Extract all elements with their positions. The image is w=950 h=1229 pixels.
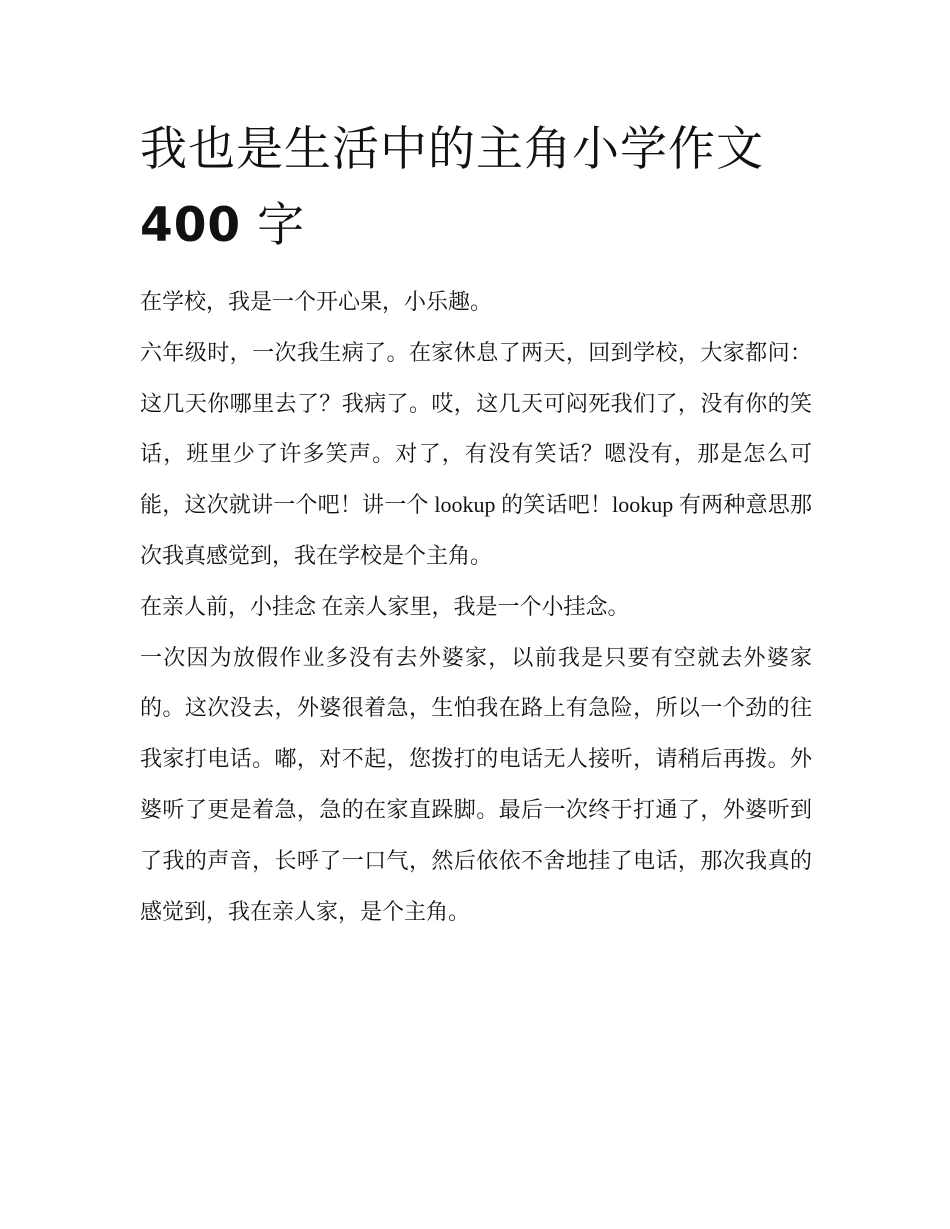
title-main-text: 我也是生活中的主角小学作文 — [140, 122, 764, 177]
paragraph: 一次因为放假作业多没有去外婆家，以前我是只要有空就去外婆家的。这次没去，外婆很着急，生怕我在路上有急险，所以一个劲的往我家打电话。嘟，对不起，您拨打的电话无人接听，请稍后再拨。外婆听了更是着急，急的在家直跺脚。最后一次终于打通了，外婆听到了我的声音，长呼了一口气，然后依依不舍地挂了电话，那次我真的感觉到，我在亲人家，是个主角。 — [140, 644, 812, 924]
document-body — [140, 277, 812, 937]
paragraph: 在亲人前，小挂念 在亲人家里，我是一个小挂念。 — [140, 593, 630, 619]
document-content — [140, 112, 812, 937]
title-suffix: 字 — [257, 198, 306, 253]
title-number: 400 — [140, 198, 242, 253]
paragraph: 在学校，我是一个开心果，小乐趣。 — [140, 289, 493, 314]
document-title — [140, 112, 812, 264]
paragraph: 六年级时，一次我生病了。在家休息了两天，回到学校，大家都问：这几天你哪里去了？我病了。哎，这几天可闷死我们了，没有你的笑话，班里少了许多笑声。对了，有没有笑话？嗯没有，那是怎么可能，这次就讲一个吧！讲一个 lookup 的笑话吧！lookup 有两种意思那次我真感觉到，我在学校是个主角。 — [140, 339, 812, 568]
